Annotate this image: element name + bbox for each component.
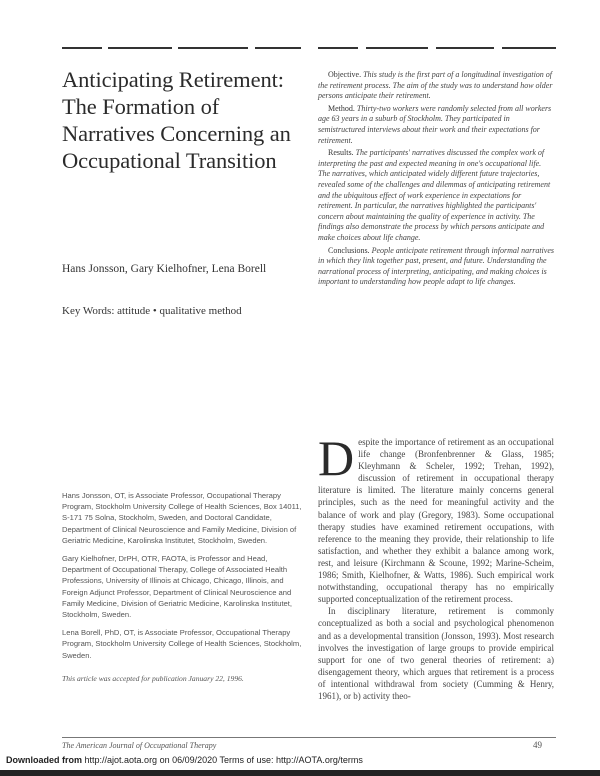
bottom-bar <box>0 770 600 776</box>
top-rule-1 <box>62 47 102 49</box>
download-label: Downloaded from <box>6 755 82 765</box>
page-number: 49 <box>533 740 542 750</box>
footer-rule <box>62 737 556 738</box>
abstract-objective: Objective. This study is the first part of a longitudinal investigation of the retirement process. The aim of the study was to understand how older persons anticipate their retirement. <box>318 70 553 101</box>
top-rule-3 <box>178 47 248 49</box>
top-rule-8 <box>502 47 556 49</box>
top-rule-5 <box>318 47 358 49</box>
download-link[interactable]: http://ajot.aota.org on 06/09/2020 Terms of use: http://AOTA.org/terms <box>84 755 363 765</box>
top-rule-4 <box>255 47 301 49</box>
abstract-conclusions: Conclusions. People anticipate retirement through informal narratives in which they link together past, present, and future. Understanding the narrational process of interpreting, anticipating, and making choices is important to understanding how people adapt to life changes. <box>318 245 554 287</box>
article-title: Anticipating Retirement: The Formation of Narratives Concerning an Occupational Transition <box>62 67 291 173</box>
abstract-method: Method. Thirty-two workers were randomly selected from all workers age 63 years in a suburb of Stockholm. They participated in semistructured interviews about their work and their expectations for retirement. <box>318 103 552 145</box>
body-text <box>318 430 554 702</box>
drop-cap: D <box>318 430 355 486</box>
abstract <box>318 70 554 290</box>
key-words: Key Words: attitude • qualitative method <box>62 305 242 317</box>
affiliation-jonsson: Hans Jonsson, OT, is Associate Professor, Occupational Therapy Program, Stockholm University College of Health Sciences, Box 14011, S-171 75 Solna, Stockholm, Sweden, and Doctoral Candidate, Department of Clinical Neuroscience and Family Medicine, Division of Geriatric Medicine, Karolinska Institutet, Stockholm, Sweden. <box>62 491 302 545</box>
acceptance-note: This article was accepted for publication January 22, 1996. <box>62 673 244 683</box>
body-paragraph-1: Despite the importance of retirement as an occupational life change (Bronfenbrenner & Glass, 1985; Kleyhmann & Scheler, 1992; Trehan, 1992), discussion of retirement in occupational therapy literature is limited. The literature mainly concerns general principles, such as the need for meaningful activity and the balance of work and play (Gregory, 1983). Some occupational therapy studies have examined retirement occupations, with reference to the meaning they provide, their relationship to life satisfaction, and whether they exhibit a balance among work, rest, and leisure (Kirchmann & Scoune, 1992; Marine-Scheim, 1986; Smith, Kielhofner, & Watts, 1986). Such empirical work notwithstanding, occupational therapy has no empirically supported conceptualization of the retirement process. <box>318 430 554 605</box>
journal-name: The American Journal of Occupational Therapy <box>62 741 217 750</box>
body-paragraph-2: In disciplinary literature, retirement is commonly conceptualized as both a social and psychological phenomenon and as a developmental transition (Jonsson, 1993). Most research involves the investigation of large groups to provide empirical support for one of two general theories of retirement: a) disengagement theory, which argues that retirement is a process of intentional withdrawal from society (Cumming & Henry, 1961), or b) activity theo- <box>318 606 554 701</box>
top-rule-7 <box>436 47 494 49</box>
top-rule-6 <box>366 47 428 49</box>
affiliation-kielhofner: Gary Kielhofner, DrPH, OTR, FAOTA, is Professor and Head, Department of Occupational Therapy, College of Associated Health Professions, University of Illinois at Chicago, Chicago, Illinois, and Foreign Adjunct Professor, Department of Clinical Neuroscience and Family Medicine, Division of Geriatric Medicine, Karolinska Institutet, Stockholm, Sweden. <box>62 554 293 620</box>
author-list: Hans Jonsson, Gary Kielhofner, Lena Borell <box>62 263 267 275</box>
affiliation-borell: Lena Borell, PhD, OT, is Associate Professor, Occupational Therapy Program, Stockholm University College of Health Sciences, Stockholm, Sweden. <box>62 628 302 660</box>
abstract-results: Results. The participants' narratives discussed the complex work of interpreting the past and expected meaning in one's occupational life. The narratives, which anticipated widely different future trajectories, revealed some of the challenges and dilemmas of anticipating retirement and the ubiquitous effect of work experience in expectations for retirement. In particular, the narratives highlighted the participants' concern about maintaining the quality of experience in activity. The findings also demonstrate the process by which persons anticipate and make choices about life change. <box>318 148 551 242</box>
author-affiliations <box>62 490 302 691</box>
download-notice <box>6 755 363 765</box>
top-rule-2 <box>108 47 172 49</box>
